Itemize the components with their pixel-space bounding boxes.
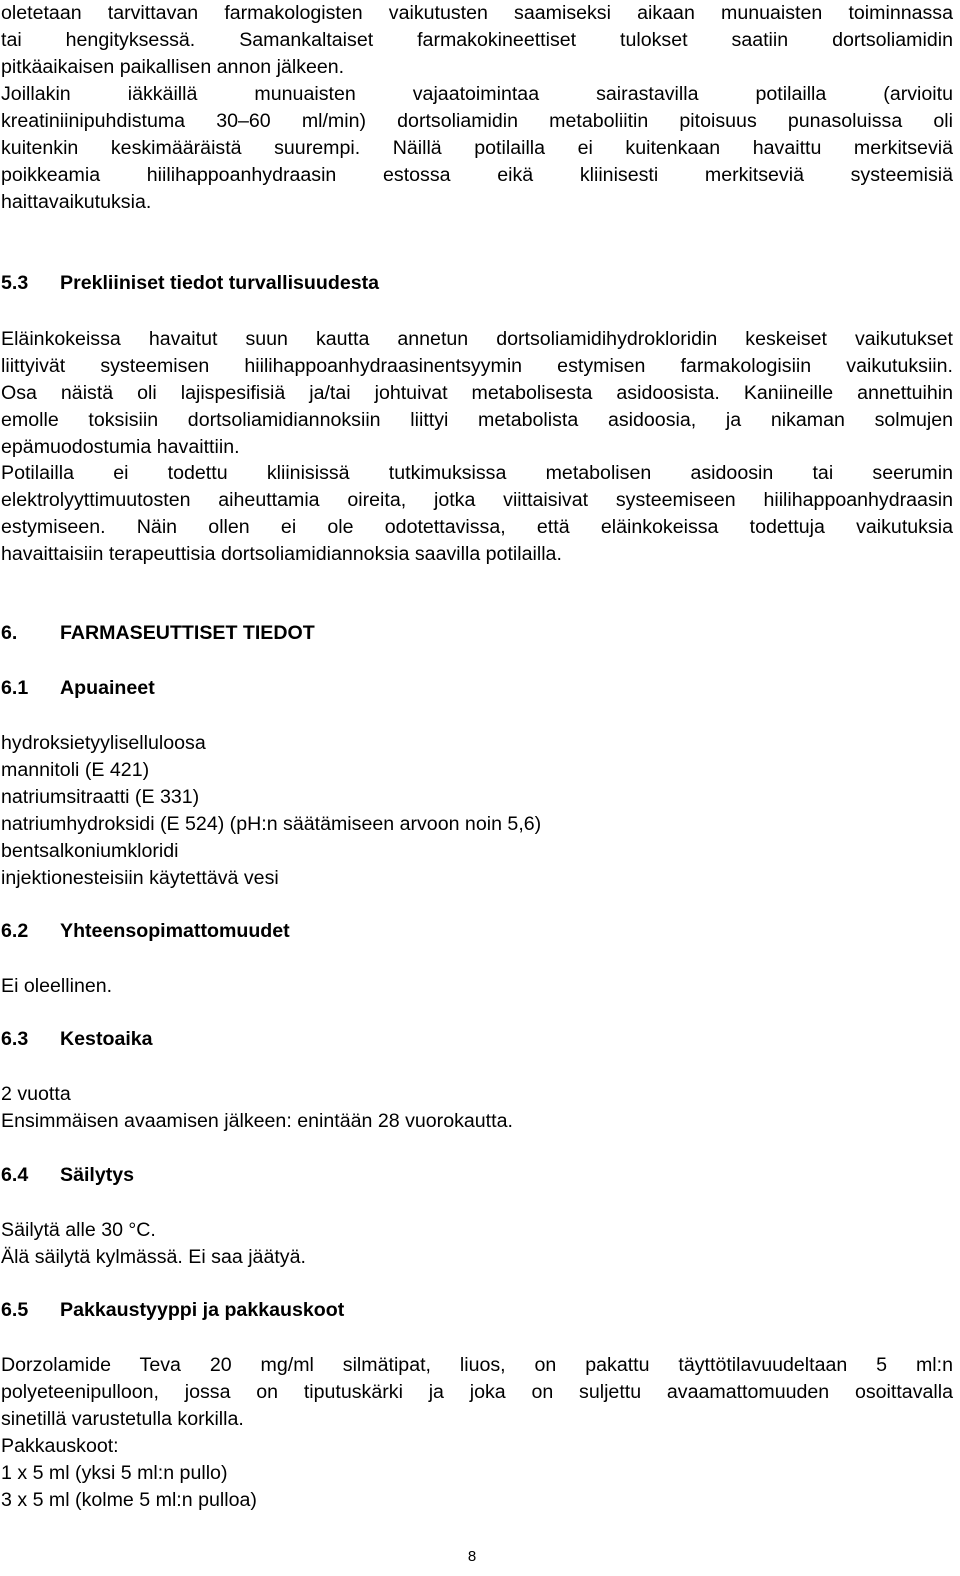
text-line: havaittaisiin terapeuttisia dortsoliamidiannoksia saavilla potilailla. <box>1 543 562 565</box>
list-item: hydroksietyyliselluloosa <box>1 732 206 754</box>
section-heading-6-2 <box>1 918 290 945</box>
text-line: Joillakin iäkkäillä munuaisten vajaatoimintaa sairastavilla potilailla (arvioitu <box>1 83 953 105</box>
text-line: haittavaikutuksia. <box>1 191 152 213</box>
text-line: Ensimmäisen avaamisen jälkeen: enintään 28 vuorokautta. <box>1 1110 513 1132</box>
section-heading-5-3 <box>1 270 379 297</box>
text-line: polyeteenipulloon, jossa on tiputuskärki ja joka on suljettu avaamattomuuden osoittavalla <box>1 1381 953 1403</box>
section-number: 6.1 <box>1 677 29 699</box>
section-title: Apuaineet <box>60 677 155 699</box>
storage-text <box>1 1217 953 1271</box>
section-heading-6-3 <box>1 1026 153 1053</box>
text-line: kuitenkin keskimääräistä suurempi. Näillä potilailla ei kuitenkaan havaittu merkitseviä <box>1 137 953 159</box>
section-title: FARMASEUTTISET TIEDOT <box>60 622 315 644</box>
text-line: Älä säilytä kylmässä. Ei saa jäätyä. <box>1 1246 306 1268</box>
section-heading-6 <box>1 620 315 647</box>
text-line: kreatiniinipuhdistuma 30–60 ml/min) dortsoliamidin metaboliitin pitoisuus punasoluissa oli <box>1 110 953 132</box>
text-line: emolle toksisiin dortsoliamidiannoksiin liittyi metabolista asidoosia, ja nikaman solmujen <box>1 409 953 431</box>
list-item: 3 x 5 ml (kolme 5 ml:n pulloa) <box>1 1489 257 1511</box>
text-line: pitkäaikaisen paikallisen annon jälkeen. <box>1 56 345 78</box>
text-line: estymiseen. Näin ollen ei ole odotettavissa, että eläinkokeissa todettuja vaikutuksia <box>1 516 953 538</box>
section-title: Säilytys <box>60 1164 135 1186</box>
section-number: 6. <box>1 622 18 644</box>
excipients-list <box>1 730 953 892</box>
section-number: 6.4 <box>1 1164 29 1186</box>
pack-sizes-label: Pakkauskoot: <box>1 1435 119 1457</box>
text-line: elektrolyyttimuutosten aiheuttamia oireita, jotka viittaisivat systeemiseen hiilihappoanhydraasin <box>1 489 953 511</box>
preclinical-paragraph-1 <box>1 326 953 461</box>
text-line: Potilailla ei todettu kliinisissä tutkimuksissa metabolisen asidoosin tai seerumin <box>1 462 953 484</box>
section-title: Kestoaika <box>60 1028 153 1050</box>
section-title: Pakkaustyyppi ja pakkauskoot <box>60 1299 345 1321</box>
page-number: 8 <box>467 1548 477 1565</box>
list-item: injektionesteisiin käytettävä vesi <box>1 867 279 889</box>
text-line: epämuodostumia havaittiin. <box>1 436 240 458</box>
section-number: 6.3 <box>1 1028 29 1050</box>
shelf-life-text <box>1 1081 953 1135</box>
preclinical-paragraph-2 <box>1 460 953 568</box>
text-line: Eläinkokeissa havaitut suun kautta annetun dortsoliamidihydrokloridin keskeiset vaikutukset <box>1 328 953 350</box>
section-heading-6-4 <box>1 1162 134 1189</box>
text-line: Dorzolamide Teva 20 mg/ml silmätipat, liuos, on pakattu täyttötilavuudeltaan 5 ml:n <box>1 1354 953 1376</box>
section-heading-6-1 <box>1 675 155 702</box>
section-number: 5.3 <box>1 272 29 294</box>
text-line: liittyivät systeemisen hiilihappoanhydraasinentsyymin estymisen farmakologisiin vaikutuksiin. <box>1 355 953 377</box>
list-item: natriumhydroksidi (E 524) (pH:n säätämiseen arvoon noin 5,6) <box>1 813 542 835</box>
section-number: 6.5 <box>1 1299 29 1321</box>
text-line: oletetaan tarvittavan farmakologisten vaikutusten saamiseksi aikaan munuaisten toiminnassa <box>1 2 953 24</box>
text-line: poikkeamia hiilihappoanhydraasin estossa eikä kliinisesti merkitseviä systeemisiä <box>1 164 953 186</box>
text-line: Ei oleellinen. <box>1 975 113 997</box>
text-line: Säilytä alle 30 °C. <box>1 1219 156 1241</box>
text-line: sinetillä varustetulla korkilla. <box>1 1408 244 1430</box>
text-line: 2 vuotta <box>1 1083 71 1105</box>
text-line: tai hengityksessä. Samankaltaiset farmakokineettiset tulokset saatiin dortsoliamidin <box>1 29 953 51</box>
text-line: Osa näistä oli lajispesifisiä ja/tai johtuivat metabolisesta asidoosista. Kaniineille annettuihin <box>1 382 953 404</box>
section-title: Yhteensopimattomuudet <box>60 920 290 942</box>
list-item: natriumsitraatti (E 331) <box>1 786 200 808</box>
section-heading-6-5 <box>1 1297 344 1324</box>
incompatibilities-text <box>1 973 953 1000</box>
list-item: 1 x 5 ml (yksi 5 ml:n pullo) <box>1 1462 228 1484</box>
section-title: Prekliiniset tiedot turvallisuudesta <box>60 272 380 294</box>
package-paragraph <box>1 1352 953 1514</box>
section-number: 6.2 <box>1 920 29 942</box>
list-item: mannitoli (E 421) <box>1 759 150 781</box>
list-item: bentsalkoniumkloridi <box>1 840 179 862</box>
intro-paragraph <box>1 0 953 216</box>
